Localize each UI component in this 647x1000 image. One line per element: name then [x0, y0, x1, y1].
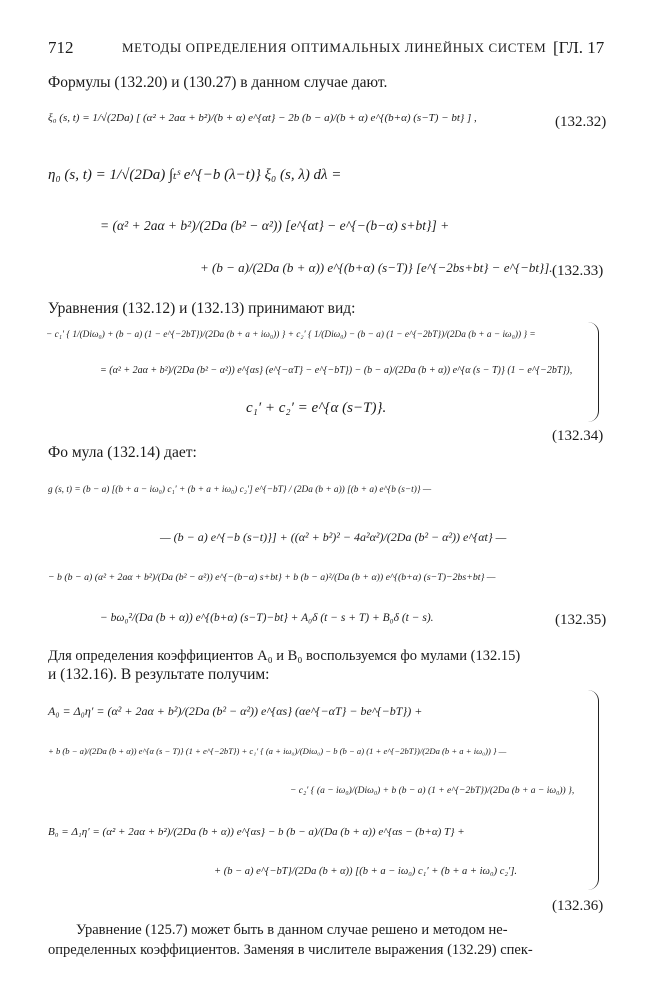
equation-eta-line-3: + (b − a)/(2Da (b + α)) e^{(b+α) (s−T)} [e^{−2bs+bt} − e^{−bt}]. — [200, 260, 553, 275]
g-equation-line-2: — (b − a) e^{−b (s−t)}] + ((α² + b²)² − 4a²α²)/(2Da (b² − α²)) e^{αt} — — [160, 530, 507, 544]
chapter-label: [ГЛ. 17 — [553, 38, 605, 57]
equation-number-132-35: (132.35) — [555, 612, 607, 628]
equation-eta-line-2: = (α² + 2aα + b²)/(2Da (b² − α²)) [e^{αt} − e^{−(b−α) s+bt}] + — [100, 218, 450, 233]
b0-line-2: + (b − a) e^{−bT}/(2Da (b + α)) [(b + a − iω₀) c₁′ + (b + a + iω₀) c₂′]. — [214, 866, 518, 877]
g-equation-line-1: g (s, t) = (b − a) [(b + a − iω₀) c₁′ + (b + a + iω₀) c₂′] e^{−bT} / (2Da (b + a)) [(b + a) e^{b (s−t)} — — [48, 485, 432, 495]
equation-number-132-34: (132.34) — [552, 428, 604, 444]
a0-line-1: A₀ = Δ₀η′ = (α² + 2aα + b²)/(2Da (b² − α²)) e^{αs} (αe^{−αT} − be^{−bT}) + — [48, 704, 423, 718]
equation-number-132-33: (132.33) — [552, 263, 604, 279]
paragraph-coefficients-line-2: и (132.16). В результате получим: — [48, 666, 270, 683]
final-paragraph-line-2: определенных коэффициентов. Заменяя в числителе выражения (132.29) спек- — [48, 942, 533, 958]
system-line-3: c₁′ + c₂′ = e^{α (s−T)}. — [246, 400, 387, 416]
system-line-2: = (α² + 2aα + b²)/(2Da (b² − α²)) e^{αs} (e^{−αT} − e^{−bT}) − (b − a)/(2Da (b + α)) e^{α (s − T)} (1 − e^{−2bT}), — [100, 365, 573, 376]
paragraph-formula-gives: Фо мула (132.14) дает: — [48, 444, 197, 461]
system-line-1: − c₁′ { 1/(Diω₀) + (b − a) (1 − e^{−2bT})/(2Da (b + a + iω₀)) } + c₂′ { 1/(Diω₀) − (b − a) (1 − e^{−2bT})/(2Da (b + a − iω₀)) } = — [46, 330, 536, 340]
equation-number-132-32: (132.32) — [555, 114, 607, 130]
equation-xi: ξ₀ (s, t) = 1/√(2Da) [ (α² + 2aα + b²)/(b + α) e^{αt} − 2b (b − a)/(b + α) e^{(b+α) (s−T) − bt} ] , — [48, 112, 477, 124]
system-brace-132-36 — [588, 690, 599, 890]
final-paragraph-line-1: Уравнение (125.7) может быть в данном случае решено и методом не- — [76, 922, 508, 938]
paragraph-equations-take-form: Уравнения (132.12) и (132.13) принимают вид: — [48, 300, 356, 317]
intro-text: Формулы (132.20) и (130.27) в данном случае дают. — [48, 74, 388, 91]
paragraph-coefficients-line-1: Для определения коэффициентов A₀ и B₀ воспользуемся фо мулами (132.15) — [48, 648, 521, 664]
equation-number-132-36: (132.36) — [552, 898, 604, 914]
page-number: 712 — [48, 38, 74, 57]
equation-eta-line-1: η₀ (s, t) = 1/√(2Da) ∫ₜˢ e^{−b (λ−t)} ξ₀ (s, λ) dλ = — [48, 167, 342, 183]
g-equation-line-4: − bω₀²/(Da (b + α)) e^{(b+α) (s−T)−bt} + A₀δ (t − s + T) + B₀δ (t − s). — [100, 612, 434, 624]
g-equation-line-3: − b (b − a) (α² + 2aα + b²)/(Da (b² − α²)) e^{−(b−α) s+bt} + b (b − a)²/(Da (b + α)) e^{(b+α) (s−T)−2bs+bt} — — [48, 572, 496, 583]
a0-line-3: − c₂′ { (a − iω₀)/(Diω₀) + b (b − a) (1 + e^{−2bT})/(2Da (b + a − iω₀)) }, — [290, 786, 575, 796]
b0-line-1: B₀ = Δ₁η′ = (α² + 2aα + b²)/(2Da (b + α)) e^{αs} − b (b − a)/(Da (b + α)) e^{αs − (b+α) T} + — [48, 826, 465, 838]
a0-line-2: + b (b − a)/(2Da (b + α)) e^{α (s − T)} (1 + e^{−2bT}) + c₁′ { (a + iω₀)/(Diω₀) − b (b − a) (1 + e^{−2bT})/(2Da (b + a + iω₀)) } — — [48, 746, 507, 756]
system-brace-132-34 — [588, 322, 599, 422]
running-title: МЕТОДЫ ОПРЕДЕЛЕНИЯ ОПТИМАЛЬНЫХ ЛИНЕЙНЫХ СИСТЕМ — [122, 40, 547, 55]
